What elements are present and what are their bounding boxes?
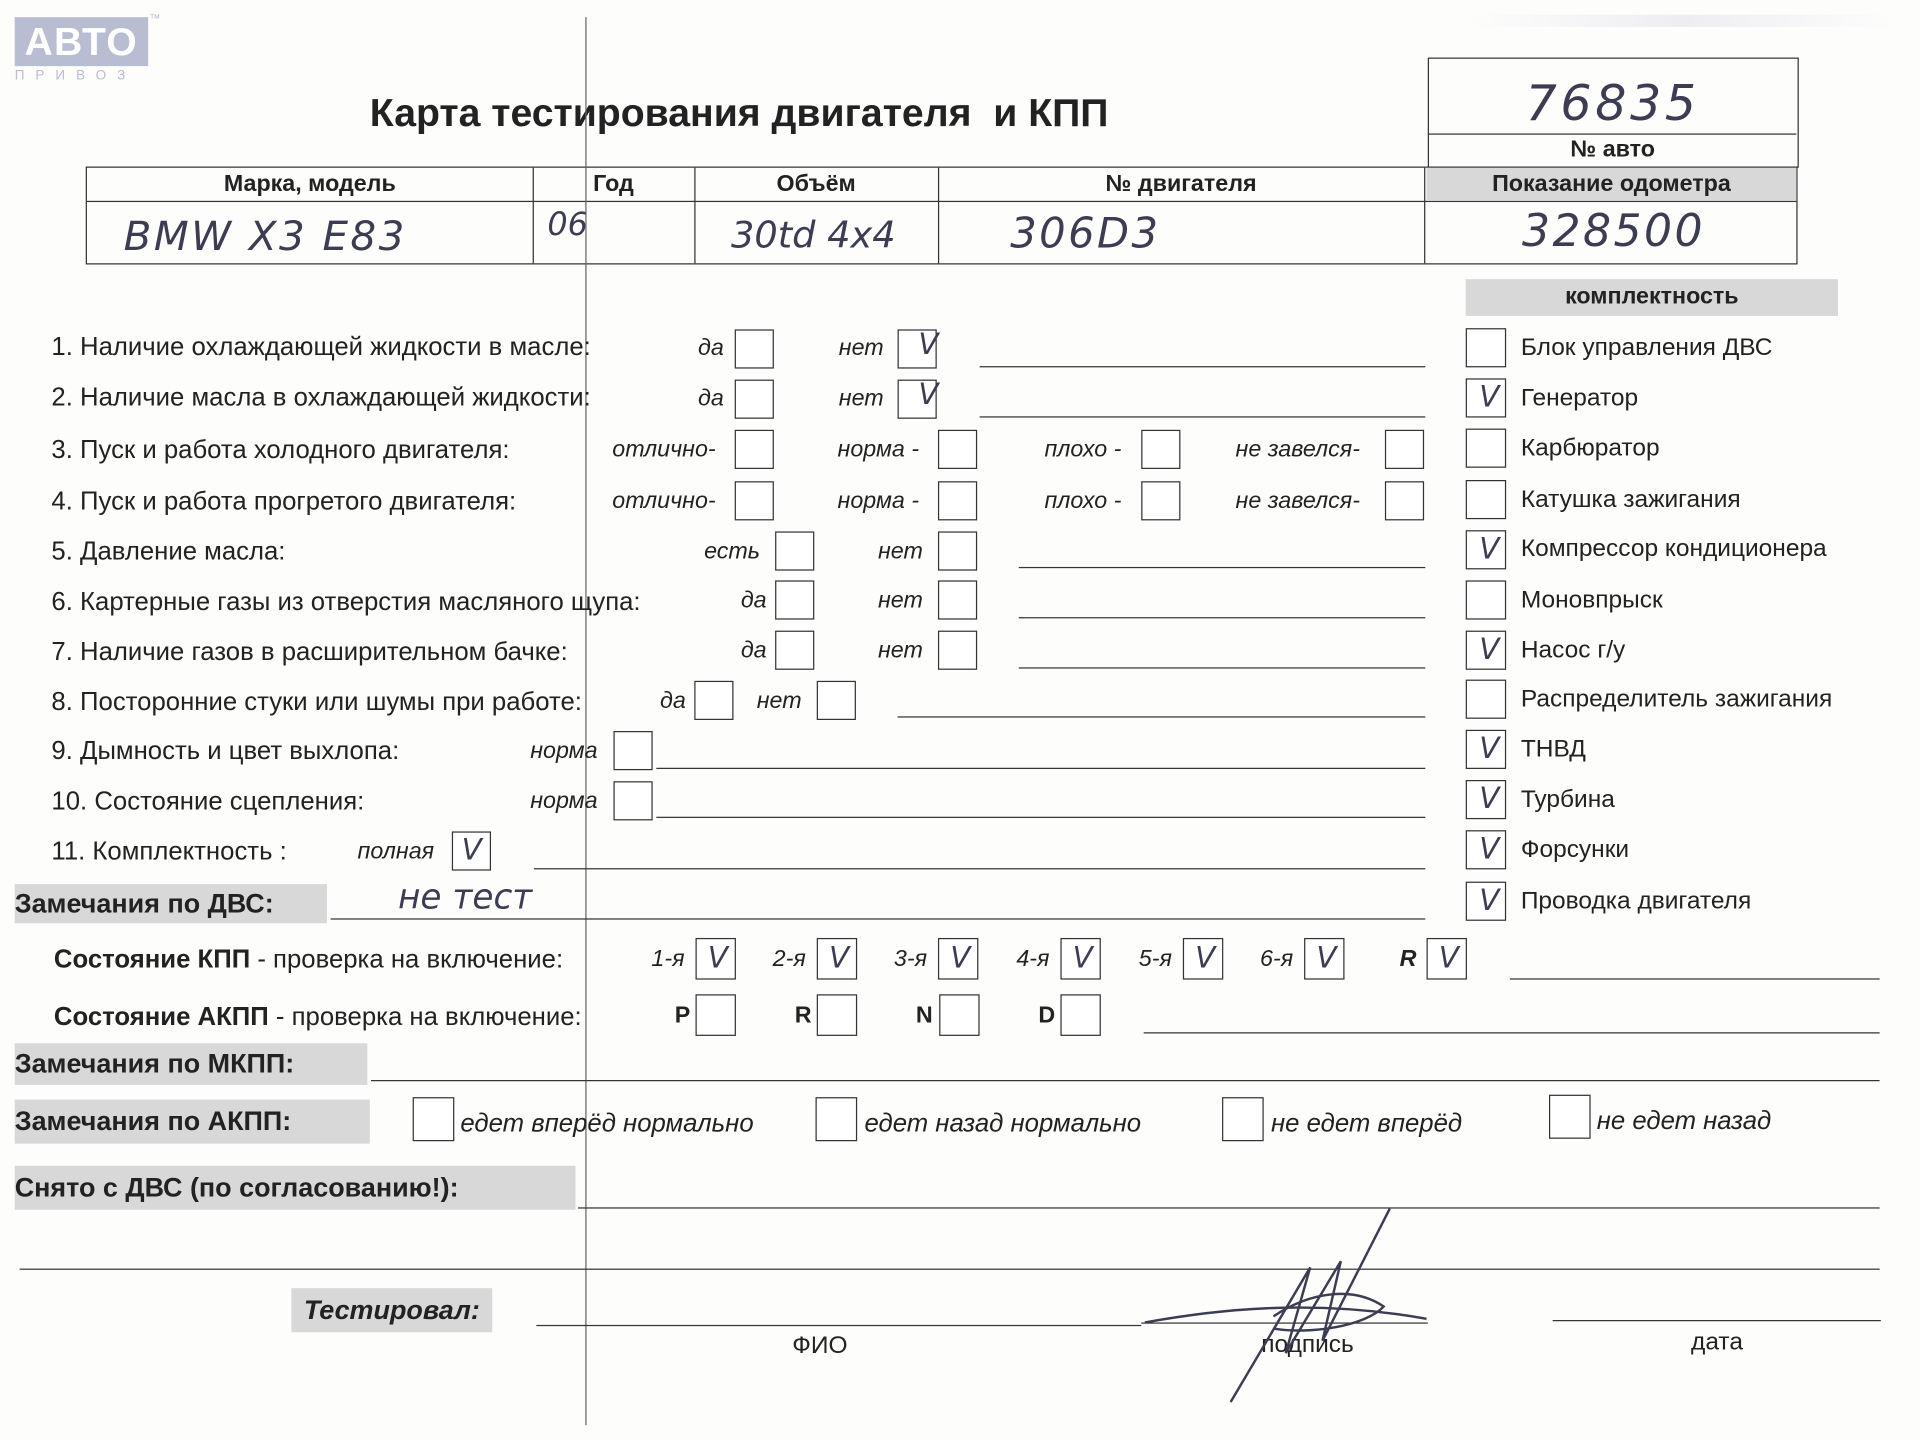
header-brand-model: Марка, модель <box>223 171 396 198</box>
kit-checkbox-ignition-coil[interactable] <box>1466 480 1506 519</box>
option-label: норма <box>530 738 598 765</box>
check-mark: V <box>918 377 939 412</box>
kit-label: Катушка зажигания <box>1520 486 1741 514</box>
engine-remarks-label: Замечания по ДВС: <box>15 884 327 923</box>
akpp-checkbox-backward-ok[interactable] <box>816 1097 858 1141</box>
check-mark: V <box>1479 831 1500 866</box>
header-year: Год <box>593 171 634 198</box>
akpp-checkbox-no-backward[interactable] <box>1549 1095 1591 1139</box>
check-mark: V <box>950 940 971 975</box>
position-checkbox-n[interactable] <box>939 994 979 1036</box>
question-number: 10. <box>51 787 88 816</box>
kit-label: Проводка двигателя <box>1520 887 1752 915</box>
manual-gearbox-label <box>54 945 563 974</box>
question-text: Наличие охлаждающей жидкости в масле: <box>80 333 591 362</box>
akpp-checkbox-no-forward[interactable] <box>1222 1097 1264 1141</box>
check-mark: V <box>1479 882 1500 918</box>
header-row-divider <box>87 201 1796 202</box>
kit-label: Моновпрыск <box>1520 586 1663 614</box>
header-col-divider <box>1424 168 1425 264</box>
kit-label: Турбина <box>1520 786 1615 814</box>
manual-gearbox-line <box>1510 978 1880 979</box>
header-engine-number: № двигателя <box>1105 171 1257 198</box>
question-9 <box>51 737 399 766</box>
question-4 <box>51 487 516 516</box>
question-number: 9. <box>51 737 73 766</box>
checkbox-q10-normal[interactable] <box>613 781 652 820</box>
auto-gearbox-label <box>54 1003 582 1032</box>
option-label: да <box>697 335 724 362</box>
header-odometer: Показание одометра <box>1492 171 1731 198</box>
question-text: Дымность и цвет выхлопа: <box>80 737 400 766</box>
position-label: D <box>1038 1002 1056 1029</box>
kit-label: Карбюратор <box>1520 434 1660 462</box>
checkbox-q3-bad[interactable] <box>1141 430 1180 469</box>
answer-line <box>1019 617 1426 618</box>
option-label: плохо - <box>1044 437 1122 463</box>
check-mark: V <box>1072 940 1093 975</box>
question-text: Пуск и работа прогретого двигателя: <box>80 487 517 516</box>
answer-line <box>980 416 1426 417</box>
question-number: 2. <box>51 383 73 412</box>
paper-fold-line <box>585 17 586 1425</box>
option-label: плохо - <box>1044 488 1122 515</box>
engine-remarks-value: не тест <box>397 876 533 918</box>
kit-label: Форсунки <box>1520 836 1630 864</box>
auto-gearbox-line <box>1144 1032 1880 1033</box>
answer-line <box>980 366 1426 367</box>
question-text: Наличие масла в охлаждающей жидкости: <box>80 383 591 412</box>
option-label: да <box>697 385 724 412</box>
avto-privoz-logo <box>15 17 148 83</box>
checkbox-q9-normal[interactable] <box>613 731 652 770</box>
option-label: не завелся- <box>1235 437 1360 463</box>
date-line <box>1553 1320 1881 1321</box>
option-label: норма - <box>837 488 920 515</box>
position-checkbox-r[interactable] <box>817 994 857 1036</box>
question-3 <box>51 436 509 465</box>
check-mark: V <box>1479 631 1500 667</box>
gear-label: 1-я <box>651 946 685 973</box>
answer-line <box>1019 567 1426 568</box>
value-year: 06 <box>547 206 588 244</box>
value-brand-model: BMW X3 E83 <box>123 211 407 260</box>
fio-line <box>536 1325 1141 1326</box>
question-11 <box>51 838 286 867</box>
date-caption: дата <box>1691 1328 1743 1356</box>
checkbox-q6-yes[interactable] <box>775 580 814 619</box>
akpp-option-label: едет назад нормально <box>864 1109 1142 1138</box>
option-label: нет <box>756 688 802 714</box>
manual-gearbox-desc: - проверка на включение: <box>250 945 564 974</box>
gear-label: R <box>1399 946 1417 973</box>
value-volume: 30td 4x4 <box>731 214 896 258</box>
option-label: да <box>740 587 767 614</box>
mkpp-remarks-label: Замечания по МКПП: <box>15 1043 368 1085</box>
checkbox-q7-yes[interactable] <box>775 631 814 670</box>
check-mark: V <box>1479 731 1500 766</box>
checkbox-q3-normal[interactable] <box>938 430 977 469</box>
question-number: 7. <box>51 637 73 667</box>
check-mark: V <box>1316 940 1337 975</box>
check-mark: V <box>828 940 850 975</box>
kit-label: Генератор <box>1520 384 1639 412</box>
question-7 <box>51 638 567 667</box>
answer-line <box>656 768 1425 769</box>
gear-label: 2-я <box>772 946 806 973</box>
header-table <box>86 167 1798 265</box>
auto-number-box <box>1428 58 1799 168</box>
mkpp-remarks-line <box>371 1080 1880 1081</box>
position-checkbox-p[interactable] <box>696 994 736 1036</box>
kit-checkbox-mono-injection[interactable] <box>1466 580 1506 619</box>
auto-gearbox-title: Состояние АКПП <box>53 1002 269 1032</box>
signature-caption: подпись <box>1261 1331 1354 1358</box>
checkbox-q4-bad[interactable] <box>1141 481 1180 520</box>
gear-label: 6-я <box>1260 946 1294 973</box>
option-label: да <box>660 688 686 714</box>
kit-label: Распределитель зажигания <box>1520 685 1833 713</box>
checkbox-q5-yes[interactable] <box>775 531 814 570</box>
option-label: не завелся- <box>1235 488 1360 515</box>
position-label: P <box>674 1002 691 1029</box>
akpp-option-label: не едет назад <box>1596 1106 1772 1136</box>
removed-label: Снято с ДВС (по согласованию!): <box>15 1166 576 1210</box>
page-title: Карта тестирования двигателя и КПП <box>369 90 1109 135</box>
logo-tm: ™ <box>149 12 161 25</box>
akpp-checkbox-forward-ok[interactable] <box>413 1097 455 1141</box>
checkbox-q6-no[interactable] <box>938 580 977 619</box>
value-engine-number: 306D3 <box>1010 209 1161 259</box>
option-label: отлично- <box>612 488 716 515</box>
engine-remarks-line <box>331 918 1426 919</box>
option-label: полная <box>357 838 435 865</box>
position-checkbox-d[interactable] <box>1060 994 1100 1036</box>
option-label: отлично- <box>612 437 716 463</box>
position-label: R <box>794 1002 812 1029</box>
fio-caption: ФИО <box>792 1332 848 1360</box>
auto-gearbox-desc: - проверка на включение: <box>268 1002 582 1032</box>
kit-checkbox-ecu[interactable] <box>1466 328 1506 367</box>
checkbox-q1-yes[interactable] <box>735 329 774 368</box>
header-volume: Объём <box>776 171 856 198</box>
check-mark: V <box>1195 940 1216 975</box>
question-1 <box>51 333 590 362</box>
handwritten-signature <box>1139 1206 1433 1408</box>
akpp-option-label: не едет вперёд <box>1271 1109 1463 1138</box>
question-number: 3. <box>51 435 73 465</box>
kit-label: ТНВД <box>1520 735 1586 763</box>
question-5 <box>51 538 285 567</box>
check-mark: V <box>1479 781 1500 816</box>
position-label: N <box>915 1002 933 1029</box>
akpp-option-label: едет вперёд нормально <box>460 1109 754 1138</box>
check-mark: V <box>1438 940 1459 975</box>
checkbox-q4-excellent[interactable] <box>735 481 774 520</box>
logo-bottom-text: ПРИВОЗ <box>14 68 137 84</box>
option-label: да <box>740 637 767 664</box>
option-label: нет <box>877 637 923 664</box>
answer-line <box>534 868 1425 869</box>
question-10 <box>51 787 364 816</box>
question-text: Посторонние стуки или шумы при работе: <box>80 688 582 717</box>
checkbox-q4-not-started[interactable] <box>1385 481 1424 520</box>
question-8 <box>51 688 582 717</box>
answer-line <box>898 716 1426 717</box>
option-label: нет <box>877 587 923 614</box>
question-text: Пуск и работа холодного двигателя: <box>80 435 510 465</box>
gear-label: 4-я <box>1016 946 1050 973</box>
auto-number-divider <box>1429 133 1796 134</box>
manual-gearbox-title: Состояние КПП <box>53 945 251 974</box>
checkbox-q3-excellent[interactable] <box>735 430 774 469</box>
question-text: Картерные газы из отверстия масляного щупа: <box>80 587 641 616</box>
check-mark: V <box>1479 379 1500 414</box>
scan-artifact <box>1469 15 1895 27</box>
checkbox-q4-normal[interactable] <box>938 481 977 520</box>
answer-line <box>1019 667 1426 668</box>
logo-top-text: АВТО <box>15 17 148 66</box>
checkbox-q5-no[interactable] <box>938 531 977 570</box>
question-number: 8. <box>51 688 73 717</box>
value-odometer: 328500 <box>1522 206 1706 258</box>
gear-label: 3-я <box>893 946 928 973</box>
kit-checkbox-distributor[interactable] <box>1466 680 1506 719</box>
option-label: нет <box>838 385 884 412</box>
option-label: нет <box>838 335 884 362</box>
check-mark: V <box>1479 531 1500 566</box>
kit-label: Компрессор кондиционера <box>1520 535 1827 563</box>
question-number: 5. <box>51 537 73 566</box>
check-mark: V <box>918 326 939 362</box>
checkbox-q2-yes[interactable] <box>735 380 774 419</box>
question-6 <box>51 588 640 617</box>
kit-checkbox-carburetor[interactable] <box>1466 429 1506 468</box>
answer-line <box>656 817 1425 818</box>
checkbox-q8-yes[interactable] <box>694 681 733 720</box>
question-number: 6. <box>51 587 73 616</box>
kit-label: Блок управления ДВС <box>1520 334 1773 362</box>
akpp-remarks-label: Замечания по АКПП: <box>15 1100 370 1144</box>
tested-label: Тестировал: <box>291 1288 492 1332</box>
auto-number-value: 76835 <box>1525 75 1700 133</box>
option-label: нет <box>877 538 923 565</box>
checkbox-q3-not-started[interactable] <box>1385 430 1424 469</box>
kit-label: Насос г/у <box>1520 636 1626 664</box>
question-2 <box>51 383 590 412</box>
question-text: Состояние сцепления: <box>94 787 365 816</box>
auto-number-label: № авто <box>1570 137 1655 163</box>
option-label: есть <box>704 538 761 565</box>
question-text: Давление масла: <box>80 537 286 566</box>
check-mark: V <box>707 940 728 975</box>
removed-line-2 <box>20 1269 1880 1270</box>
gear-label: 5-я <box>1138 946 1172 973</box>
check-mark: V <box>461 832 482 867</box>
question-text: Наличие газов в расширительном бачке: <box>80 637 568 667</box>
checkbox-q7-no[interactable] <box>938 631 977 670</box>
option-label: норма - <box>837 437 920 463</box>
checkbox-q8-no[interactable] <box>817 681 856 720</box>
question-text: Комплектность : <box>92 837 287 866</box>
kit-title: комплектность <box>1466 279 1838 316</box>
question-number: 11. <box>51 837 86 866</box>
question-number: 1. <box>51 333 73 362</box>
option-label: норма <box>530 788 598 815</box>
question-number: 4. <box>51 487 73 516</box>
